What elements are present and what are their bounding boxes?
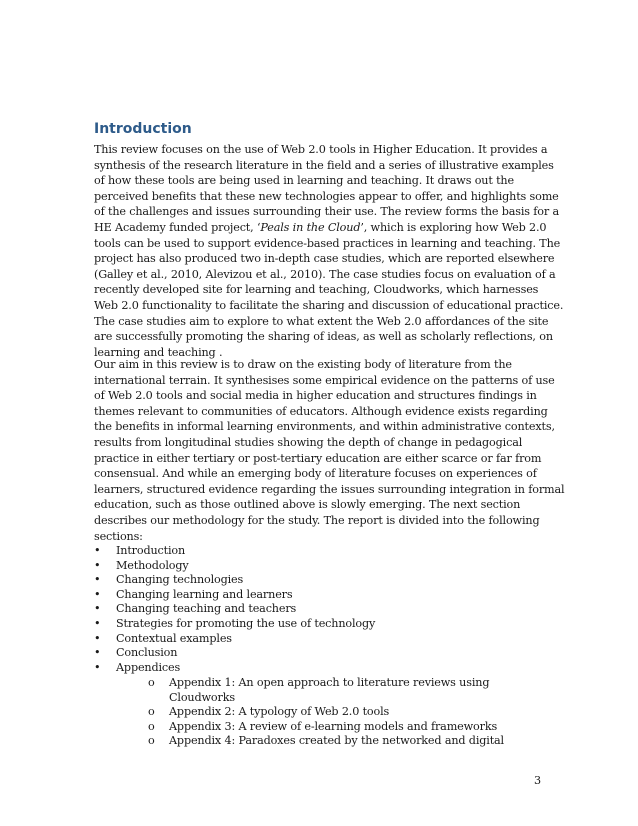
section-heading: Introduction: [94, 121, 192, 137]
list-item: [94, 661, 375, 676]
bullet-marker: •: [94, 646, 101, 660]
text-line: This review focuses on the use of Web 2.0 tools in Higher Education. It provides a: [94, 143, 548, 156]
intro-paragraph-2: [94, 357, 564, 544]
list-item-label: Contextual examples: [116, 631, 232, 645]
text-line: learning and teaching .: [94, 345, 223, 359]
text-line: of Web 2.0 tools and social media in higher education and structures findings in: [94, 389, 537, 403]
sub-bullet-marker: o: [148, 676, 155, 689]
text-line: recently developed site for learning and teaching, Cloudworks, which harnesses: [94, 283, 539, 297]
text-segment: ’, which is exploring how Web 2.0: [360, 220, 547, 234]
text-line: of the challenges and issues surrounding their use. The review forms the basis for a: [94, 205, 559, 219]
bullet-marker: •: [94, 544, 101, 557]
text-line: practice in either tertiary or post-tertiary education are either scarce or far from: [94, 451, 542, 465]
text-line: education, such as those outlined above is slowly emerging. The next section: [94, 498, 521, 512]
list-item: [94, 617, 375, 632]
text-line: Our aim in this review is to draw on the existing body of literature from the: [94, 358, 512, 371]
text-line: [94, 220, 564, 236]
sub-list-item: [148, 720, 504, 735]
project-title: Peals in the Cloud: [260, 220, 361, 234]
sub-list-item: [148, 734, 504, 749]
text-line: of how these tools are being used in learning and teaching. It draws out the: [94, 174, 514, 188]
bullet-marker: •: [94, 616, 101, 630]
sections-list: [94, 544, 375, 675]
list-item-label: Introduction: [116, 544, 186, 557]
list-item: [94, 632, 375, 647]
text-line: sections:: [94, 529, 143, 543]
sub-list-item-label: Appendix 1: An open approach to literature reviews using: [169, 676, 490, 689]
intro-paragraph-1: [94, 142, 564, 360]
text-line: Web 2.0 functionality to facilitate the sharing and discussion of educational practice.: [94, 298, 564, 312]
page-number: 3: [534, 774, 542, 787]
bullet-marker: •: [94, 631, 101, 645]
list-item: [94, 559, 375, 574]
text-line: learners, structured evidence regarding the issues surrounding integration in formal: [94, 482, 565, 496]
bullet-marker: •: [94, 558, 101, 572]
list-item: [94, 588, 375, 603]
appendices-list: [148, 676, 504, 749]
sub-list-item: [148, 676, 504, 691]
text-line: The case studies aim to explore to what extent the Web 2.0 affordances of the site: [94, 314, 549, 328]
list-item: [94, 544, 375, 559]
sub-list-item-label: Appendix 3: A review of e-learning models and frameworks: [169, 719, 498, 733]
list-item-label: Changing teaching and teachers: [116, 602, 297, 616]
text-line: themes relevant to communities of educators. Although evidence exists regarding: [94, 404, 548, 418]
sub-bullet-marker: o: [148, 719, 155, 733]
list-item-label: Methodology: [116, 558, 189, 572]
sub-bullet-marker: o: [148, 734, 155, 748]
sub-list-item: [148, 705, 504, 720]
text-line: the benefits in informal learning environments, and within administrative contexts,: [94, 420, 555, 434]
text-line: (Galley et al., 2010, Alevizou et al., 2010). The case studies focus on evaluation of a: [94, 267, 556, 281]
list-item: [94, 573, 375, 588]
list-item-label: Appendices: [116, 660, 181, 674]
text-line: international terrain. It synthesises some empirical evidence on the patterns of use: [94, 373, 555, 387]
text-line: project has also produced two in-depth case studies, which are reported elsewhere: [94, 252, 555, 266]
bullet-marker: •: [94, 573, 101, 587]
text-segment: HE Academy funded project, ‘: [94, 220, 261, 234]
list-item-label: Changing technologies: [116, 573, 244, 587]
text-line: describes our methodology for the study. The report is divided into the following: [94, 513, 540, 527]
text-line: consensual. And while an emerging body of literature focuses on experiences of: [94, 467, 537, 481]
sub-list-item-label: Appendix 2: A typology of Web 2.0 tools: [169, 705, 390, 719]
text-line: tools can be used to support evidence-based practices in learning and teaching. The: [94, 236, 561, 250]
list-item-label: Changing learning and learners: [116, 587, 293, 601]
text-line: synthesis of the research literature in the field and a series of illustrative examples: [94, 158, 554, 172]
list-item: [94, 646, 375, 661]
list-item: [94, 602, 375, 617]
bullet-marker: •: [94, 660, 101, 674]
sub-list-item-continuation: [148, 691, 504, 706]
list-item-label: Conclusion: [116, 646, 178, 660]
text-line: are successfully promoting the sharing of ideas, as well as scholarly reflections, on: [94, 330, 553, 344]
list-item-label: Strategies for promoting the use of technology: [116, 616, 376, 630]
bullet-marker: •: [94, 602, 101, 616]
sub-list-item-label: Appendix 4: Paradoxes created by the networked and digital: [169, 734, 504, 748]
text-line: results from longitudinal studies showing the depth of change in pedagogical: [94, 435, 523, 449]
sub-list-item-label: Cloudworks: [169, 690, 235, 704]
bullet-marker: •: [94, 587, 101, 601]
text-line: perceived benefits that these new technologies appear to offer, and highlights some: [94, 189, 559, 203]
sub-bullet-marker: o: [148, 705, 155, 719]
